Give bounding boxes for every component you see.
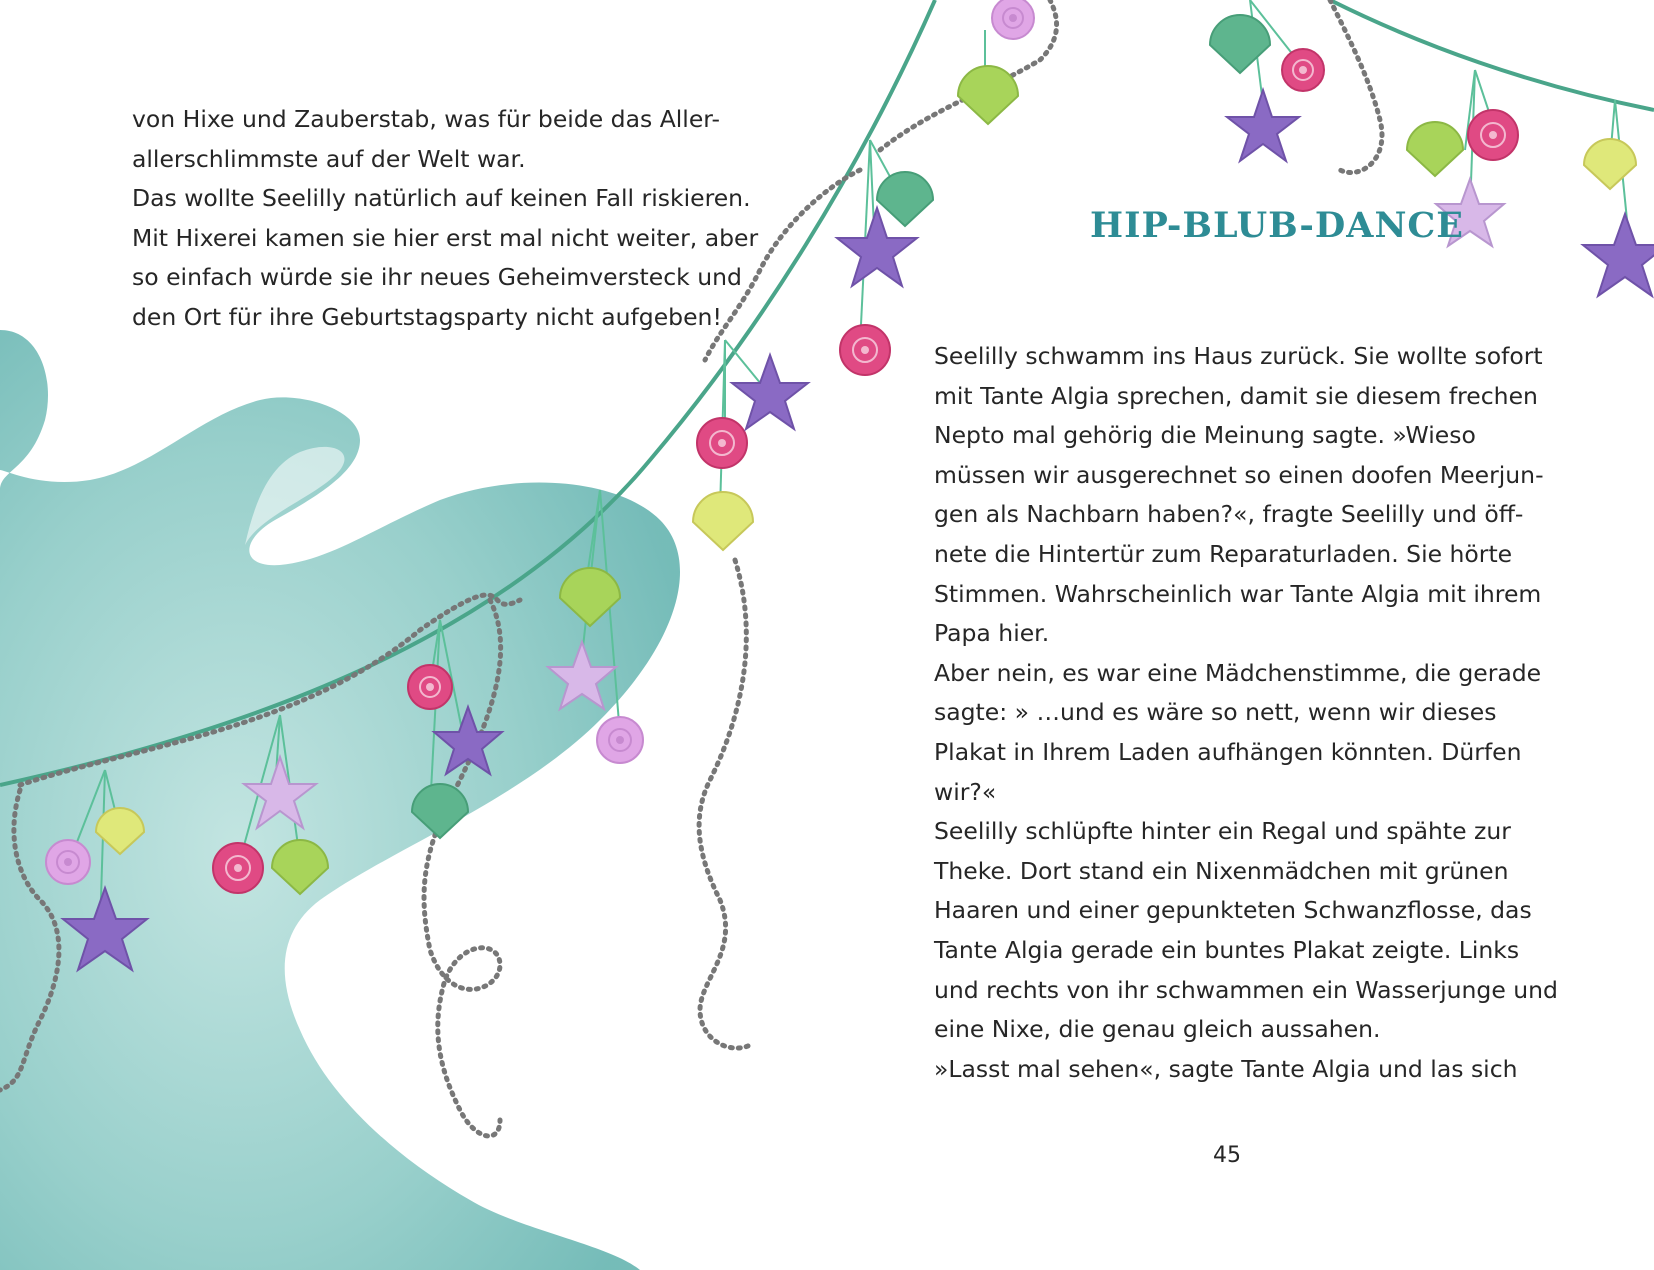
text-line: Seelilly schlüpfte hinter ein Regal und spähte zur xyxy=(934,817,1511,846)
chapter-title: HIP-BLUB-DANCE xyxy=(1090,205,1464,246)
text-line: Mit Hixerei kamen sie hier erst mal nicht weiter, aber xyxy=(132,223,759,252)
text-line: Nepto mal gehörig die Meinung sagte. »Wieso xyxy=(934,421,1476,450)
text-line: sagte: » …und es wäre so nett, wenn wir dieses xyxy=(934,698,1497,727)
text-line: Haaren und einer gepunkteten Schwanzflosse, das xyxy=(934,896,1532,925)
text-line: Plakat in Ihrem Laden aufhängen könnten. Dürfen xyxy=(934,737,1522,766)
text-line: nete die Hintertür zum Reparaturladen. Sie hörte xyxy=(934,539,1513,568)
water-blob xyxy=(0,330,680,1270)
text-line: gen als Nachbarn haben?«, fragte Seelilly und öff- xyxy=(934,500,1524,529)
right-column-text xyxy=(934,337,1558,1089)
text-line: Papa hier. xyxy=(934,619,1050,648)
text-line: wir?« xyxy=(934,777,997,806)
text-line: allerschlimmste auf der Welt war. xyxy=(132,144,526,173)
text-line: so einfach würde sie ihr neues Geheimversteck und xyxy=(132,263,742,292)
text-line: müssen wir ausgerechnet so einen doofen Meerjun- xyxy=(934,460,1544,489)
text-line: Tante Algia gerade ein buntes Plakat zeigte. Links xyxy=(934,935,1520,964)
text-line: Aber nein, es war eine Mädchenstimme, die gerade xyxy=(934,658,1542,687)
text-line: »Lasst mal sehen«, sagte Tante Algia und las sich xyxy=(934,1054,1518,1083)
text-line: und rechts von ihr schwammen ein Wasserjunge und xyxy=(934,975,1558,1004)
text-line: von Hixe und Zauberstab, was für beide das Aller- xyxy=(132,105,720,133)
text-line: Seelilly schwamm ins Haus zurück. Sie wollte sofort xyxy=(934,342,1543,370)
text-line: mit Tante Algia sprechen, damit sie diesem frechen xyxy=(934,381,1538,410)
page-number: 45 xyxy=(1213,1143,1241,1168)
text-line: Stimmen. Wahrscheinlich war Tante Algia mit ihrem xyxy=(934,579,1542,608)
text-line: eine Nixe, die genau gleich aussahen. xyxy=(934,1015,1381,1044)
text-line: Das wollte Seelilly natürlich auf keinen Fall riskieren. xyxy=(132,184,751,213)
text-line: Theke. Dort stand ein Nixenmädchen mit grünen xyxy=(934,856,1509,885)
left-column-text xyxy=(132,100,758,338)
text-line: den Ort für ihre Geburtstagsparty nicht aufgeben! xyxy=(132,302,722,331)
garland-string-right xyxy=(1330,0,1654,110)
